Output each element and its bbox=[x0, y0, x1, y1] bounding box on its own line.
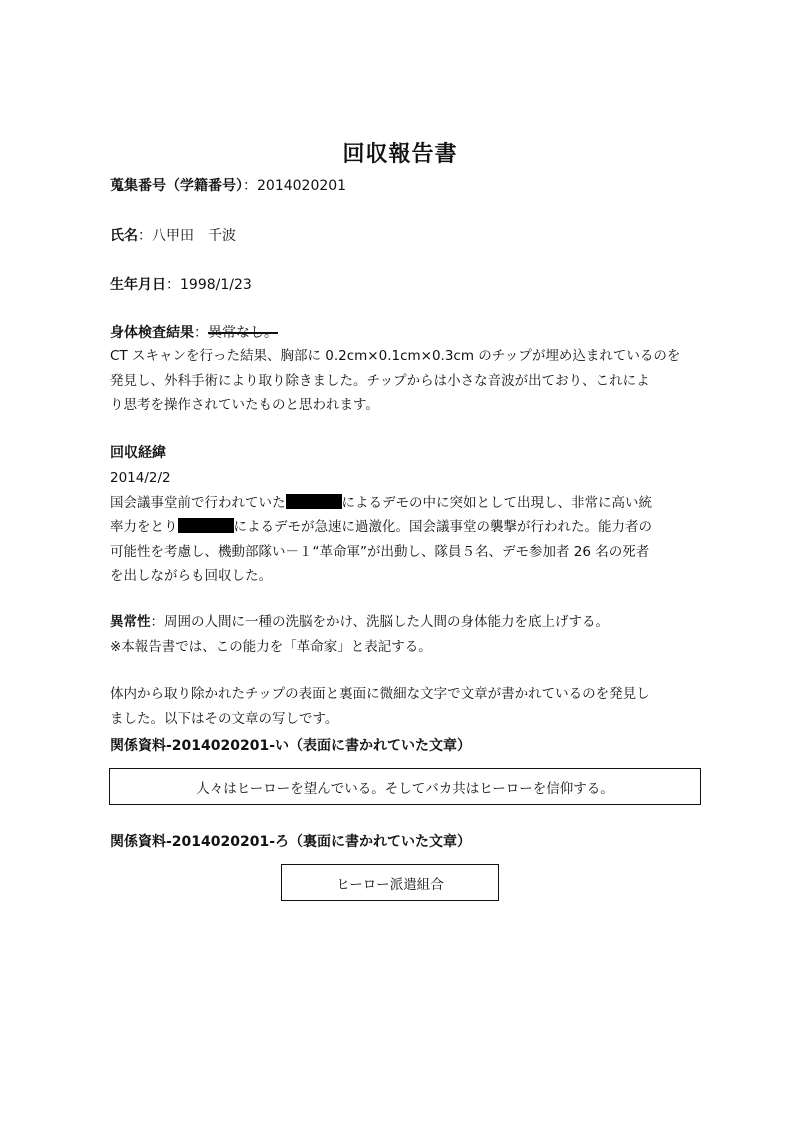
anomaly-sep: ： bbox=[150, 614, 164, 630]
physical-exam-label: 身体検査結果 bbox=[110, 325, 194, 341]
anomaly-label: 異常性 bbox=[110, 614, 151, 630]
collection-number-sep: ： bbox=[243, 178, 257, 194]
anomaly-row bbox=[110, 610, 700, 635]
recovery-body bbox=[110, 466, 700, 589]
physical-exam-row bbox=[110, 323, 278, 343]
name-sep: ： bbox=[138, 228, 152, 244]
recovery-line-2 bbox=[110, 515, 700, 540]
redaction-bar bbox=[178, 518, 234, 533]
physical-exam-sep: ： bbox=[194, 325, 208, 341]
collection-number-value: 2014020201 bbox=[257, 178, 347, 194]
redaction-bar bbox=[286, 494, 342, 509]
birthdate-sep: ： bbox=[166, 277, 180, 293]
physical-exam-line: り思考を操作されていたものと思われます。 bbox=[110, 397, 379, 413]
physical-exam-line: CT スキャンを行った結果、胸部に 0.2cm×0.1cm×0.3cm のチップが埋め込まれているのを bbox=[110, 348, 681, 364]
recovery-label: 回収経緯 bbox=[110, 445, 166, 461]
recovery-date: 2014/2/2 bbox=[110, 470, 171, 486]
physical-exam-body bbox=[110, 344, 700, 418]
name-row bbox=[110, 226, 236, 246]
material-back-box bbox=[281, 864, 499, 901]
recovery-text: 国会議事堂前で行われていた bbox=[110, 494, 286, 511]
birthdate-row bbox=[110, 275, 252, 295]
anomaly-text: 周囲の人間に一種の洗脳をかけ、洗脳した人間の身体能力を底上げする。 bbox=[164, 614, 609, 630]
recovery-line-3: 可能性を考慮し、機動部隊い－１“革命軍”が出動し、隊員５名、デモ参加者 26 名の死者 bbox=[110, 543, 650, 560]
material-back-content: ヒーロー派遣組合 bbox=[336, 876, 444, 893]
birthdate-value: 1998/1/23 bbox=[180, 277, 252, 293]
physical-exam-line: 発見し、外科手術により取り除きました。チップからは小さな音波が出ており、これによ bbox=[110, 372, 650, 389]
name-label: 氏名 bbox=[110, 228, 138, 244]
material-front-content: 人々はヒーローを望んでいる。そしてバカ共はヒーローを信仰する。 bbox=[196, 780, 614, 797]
material-front-heading: 関係資料-2014020201-い（表面に書かれていた文章） bbox=[110, 738, 472, 754]
recovery-text: 率力をとり bbox=[110, 519, 178, 535]
name-value: 八甲田 千波 bbox=[152, 228, 236, 244]
recovery-text: によるデモが急速に過激化。国会議事堂の襲撃が行われた。能力者の bbox=[233, 519, 652, 535]
chip-text-line: ました。以下はその文章の写しです。 bbox=[110, 710, 339, 727]
material-back-heading: 関係資料-2014020201-ろ（裏面に書かれていた文章） bbox=[110, 834, 472, 850]
chip-text-section bbox=[110, 682, 700, 731]
recovery-line-4: を出しながらも回収した。 bbox=[110, 568, 272, 584]
anomaly-note: ※本報告書では、この能力を「革命家」と表記する。 bbox=[110, 638, 432, 655]
recovery-line-1 bbox=[110, 491, 700, 516]
recovery-text: によるデモの中に突如として出現し、非常に高い統 bbox=[341, 494, 652, 511]
page-title: 回収報告書 bbox=[342, 142, 458, 167]
anomaly-section bbox=[110, 610, 700, 659]
birthdate-label: 生年月日 bbox=[110, 277, 166, 293]
physical-exam-struck-value: 異常なし。 bbox=[208, 325, 278, 341]
material-front-box bbox=[109, 768, 701, 805]
collection-number-row bbox=[110, 176, 346, 196]
chip-text-line: 体内から取り除かれたチップの表面と裏面に微細な文字で文章が書かれているのを発見し bbox=[110, 686, 650, 702]
collection-number-label: 蒐集番号（学籍番号） bbox=[110, 178, 243, 194]
